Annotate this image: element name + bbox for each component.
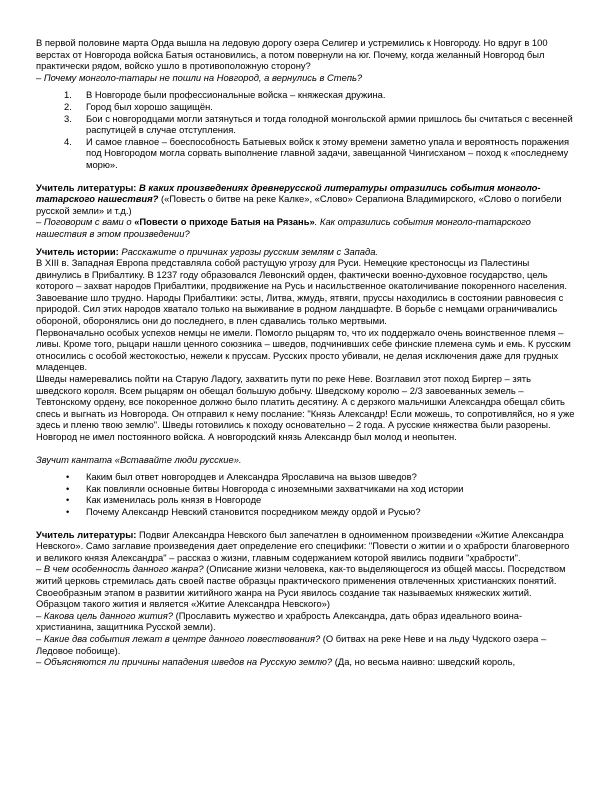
hist-paragraph-1: В XIII в. Западная Европа представляла собой растущую угрозу для Руси. Немецкие крестоносцы из Палестины двинулись в Прибалтику. В 1237 году образовался Левонский орден, фактически военно-духовное государство, цель которого – захват народов Прибалтики, продвижение на Русь и насильственное окатоличивание покоренного населения. Завоевание шло трудно. Народы Прибалтики: эсты, Литва, жмудь, ятвяги, пруссы находились в состоянии равновесия с природой. Сил этих народов хватало только на выживание в родном ландшафте. В борьбе с немцами ограничивались обороной, оборонялись они до последнего, в плен сдавались только мертвыми. [36,257,567,327]
work-title: «Повести о приходе Батыя на Рязань» [134,216,315,228]
hist-paragraph-2: Первоначально особых успехов немцы не имели. Помогло рыцарям то, что их поддержало очень воинственное племя – ливы. Кроме того, рыцари нашли ценного союзника – шведов, подчинивших себе финские племена сумь и емь. К русским относились с особой жестокостью, нежели к пруссам. Русских просто убивали, не делая исключения даже для грудных младенцев. [36,326,571,373]
list-item: 2. Город был хорошо защищён. [64,100,213,112]
questions-list [36,471,576,517]
speaker-label: Учитель литературы: [36,181,137,193]
list-item: • Как изменилась роль князя в Новгороде [66,494,262,506]
lit-teacher-paragraph-1 [36,182,576,217]
answer-text: («Повесть о битве на реке Калке», «Слово» Серапиона Владимирского, «Слово о погибели русской земли» и т.д.) [36,193,562,216]
list-item: 1. В Новгороде были профессиональные войска – княжеская дружина. [64,89,386,101]
list-item: 4. И самое главное – боеспособность Батыевых войск к этому времени заметно упала и вероятность поражения под Новгородом могла сорвать выполнение главной задачи, завещанной Чингисханом – поход к «последнему морю». [64,135,570,170]
speaker-label: Учитель истории: [36,245,119,257]
qa-causes: – Объясняются ли причины нападения шведов на Русскую землю? (Да, но весьма наивно: шведский король, [36,656,516,668]
document-body [36,37,576,668]
intro-question: – Почему монголо-татары не пошли на Новгород, а вернулись в Степь? [36,71,363,83]
bullet-icon: • [66,482,70,494]
qa-events: – Какие два события лежат в центре данного повествования? (О битвах на реке Неве и на льду Чудского озера – Ледовое побоище). [36,632,547,656]
hist-teacher-prompt: Учитель истории: Расскажите о причинах угрозы русским землям с Запада. [36,245,379,257]
list-item: • Как повлияли основные битвы Новгорода с иноземными захватчиками на ход истории [66,482,464,494]
qa-genre: – В чем особенность данного жанра? (Описание жизни человека, как-то выделяющегося из общей массы. Посредством житий церковь стремилась дать своей пастве образцы практического применения отвлеченных христианских понятий. Своеобразным этапом в развитии житийного жанра на Руси явилось создание так называемых княжеских житий. Образцом такого жития и является «Житие Александра Невского») [36,563,566,610]
intro-paragraph: В первой половине марта Орда вышла на ледовую дорогу озера Селигер и устремились к Новгороду. Но вдруг в 100 верстах от Новгорода войска Батыя остановились, а потом повернули на юг. Почему, когда желанный Новгород был практически рядом, войско ушло в противоположную сторону? [36,37,548,72]
hist-paragraph-3: Шведы намеревались пойти на Старую Ладогу, захватить пути по реке Неве. Возглавил этот поход Биргер – зять шведского короля. Всем рыцарям он обещал большую добычу. Шведскому королю – 2/3 завоеванных земель – Тевтонскому ордену, все покоренное должно было платить десятину. А с дерзкого мальчишки Александра обещал сбить спесь и выгнать из Новгорода. Он отправил к нему послание: "Князь Александр! Если можешь, то сопротивляйся, но я уже здесь и пленю твою землю". Шведы готовились к походу основательно – 2 года. А русские княжества были разорены. Новгород не имел постоянного войска. А новгородский князь Александр был молод и неопытен. [36,373,575,442]
teacher-question: В каких произведениях древнерусской литературы отразились события монголо-татарского нашествия? [36,181,541,205]
lit-teacher-paragraph-2: – Поговорим с вами о «Повести о приходе Батыя на Рязань». Как отразились события монголо-татарского нашествия в этом произведении? [36,216,531,239]
qa-purpose: – Какова цель данного жития? (Прославить мужество и храбрость Александра, дать образ идеального воина-христианина, защитника Русской земли). [36,609,523,633]
bullet-icon: • [66,505,70,517]
cantata-note: Звучит кантата «Вставайте люди русские». [36,453,242,465]
list-item: • Почему Александр Невский становится посредником между ордой и Русью? [66,505,421,517]
lit-teacher-paragraph-3: Учитель литературы: Подвиг Александра Невского был запечатлен в одноименном произведении «Житие Александра Невского». Само заглавие произведения дает определение его специфики: "Повести о житии и о храбрости благоверного и великого князя Александра" – рассказ о жизни, главным содержанием которой явились подвиги "храбрости". [36,528,570,563]
speaker-label: Учитель литературы: [36,528,137,540]
list-item: 3. Бои с новгородцами могли затянуться и тогда голодной монгольской армии пришлось бы считаться с весенней распутицей в случае отступления. [64,112,573,136]
bullet-icon: • [66,494,70,506]
reasons-list [36,89,576,170]
bullet-icon: • [66,471,70,483]
list-item: • Каким был ответ новгородцев и Александра Ярославича на вызов шведов? [66,471,417,483]
